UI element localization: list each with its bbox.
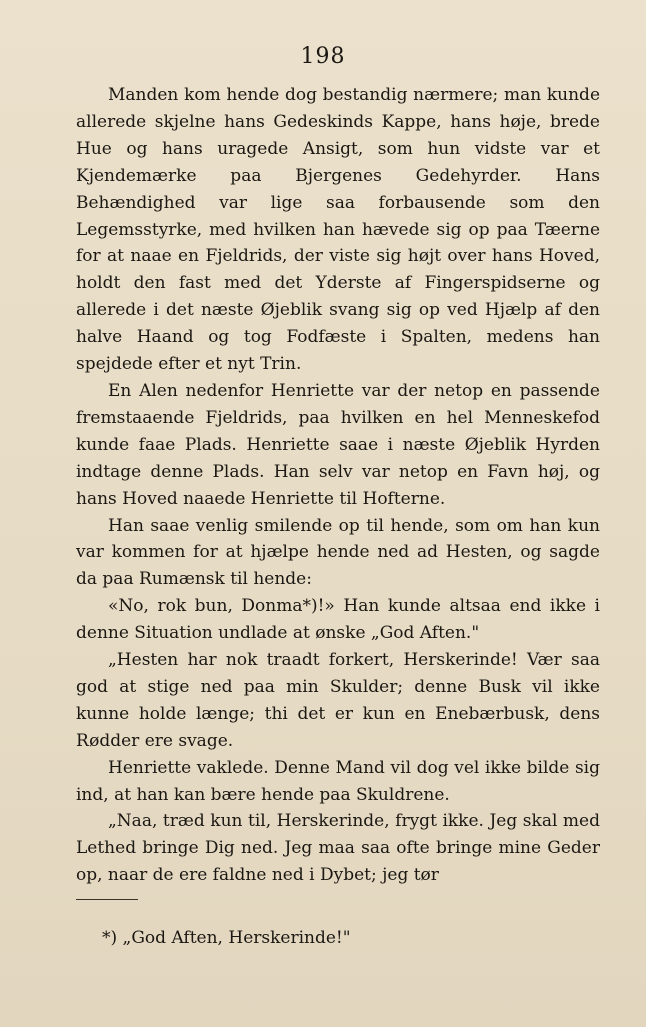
body-text [76,82,600,889]
footnote: *) „God Aften, Herskerinde!" [102,928,351,948]
paragraph: „Naa, træd kun til, Herskerinde, frygt ikke. Jeg skal med Lethed bringe Dig ned. Jeg maa saa ofte bringe mine Geder op, naar de ere faldne ned i Dybet; jeg tør [76,811,600,886]
paragraph: Manden kom hende dog bestandig nærmere; man kunde allerede skjelne hans Gedeskinds Kappe, hans høje, brede Hue og hans uragede Ansigt, som hun vidste var et Kjendemærke paa Bjergenes Gedehyrder. Hans Behændighed var lige saa forbausende som den Legemsstyrke, med hvilken han hævede sig op paa Tæerne for at naae en Fjeldrids, der viste sig højt over hans Hoved, holdt den fast med det Yderste af Fingerspidserne og allerede i det næste Øjeblik svang sig op ved Hjælp af den halve Haand og tog Fodfæste i Spalten, medens han spejdede efter et nyt Trin. [76,85,600,375]
footnote-divider [76,899,138,900]
paragraph: «No, rok bun, Donma*)!» Han kunde altsaa end ikke i denne Situation undlade at ønske „God Aften." [76,596,600,644]
paragraph: „Hesten har nok traadt forkert, Herskerinde! Vær saa god at stige ned paa min Skulder; denne Busk vil ikke kunne holde længe; thi det er kun en Enebærbusk, dens Rødder ere svage. [76,650,600,751]
paragraph: Han saae venlig smilende op til hende, som om han kun var kommen for at hjælpe hende ned ad Hesten, og sagde da paa Rumænsk til hende: [76,515,600,590]
paragraph: En Alen nedenfor Henriette var der netop en passende fremstaaende Fjeldrids, paa hvilken en hel Menneskefod kunde faae Plads. Henriette saae i næste Øjeblik Hyrden indtage denne Plads. Han selv var netop en Favn høj, og hans Hoved naaede Henriette til Hofterne. [76,380,600,509]
page-number: 198 [300,44,346,69]
paragraph: Henriette vaklede. Denne Mand vil dog vel ikke bilde sig ind, at han kan bære hende paa Skuldrene. [76,757,600,805]
